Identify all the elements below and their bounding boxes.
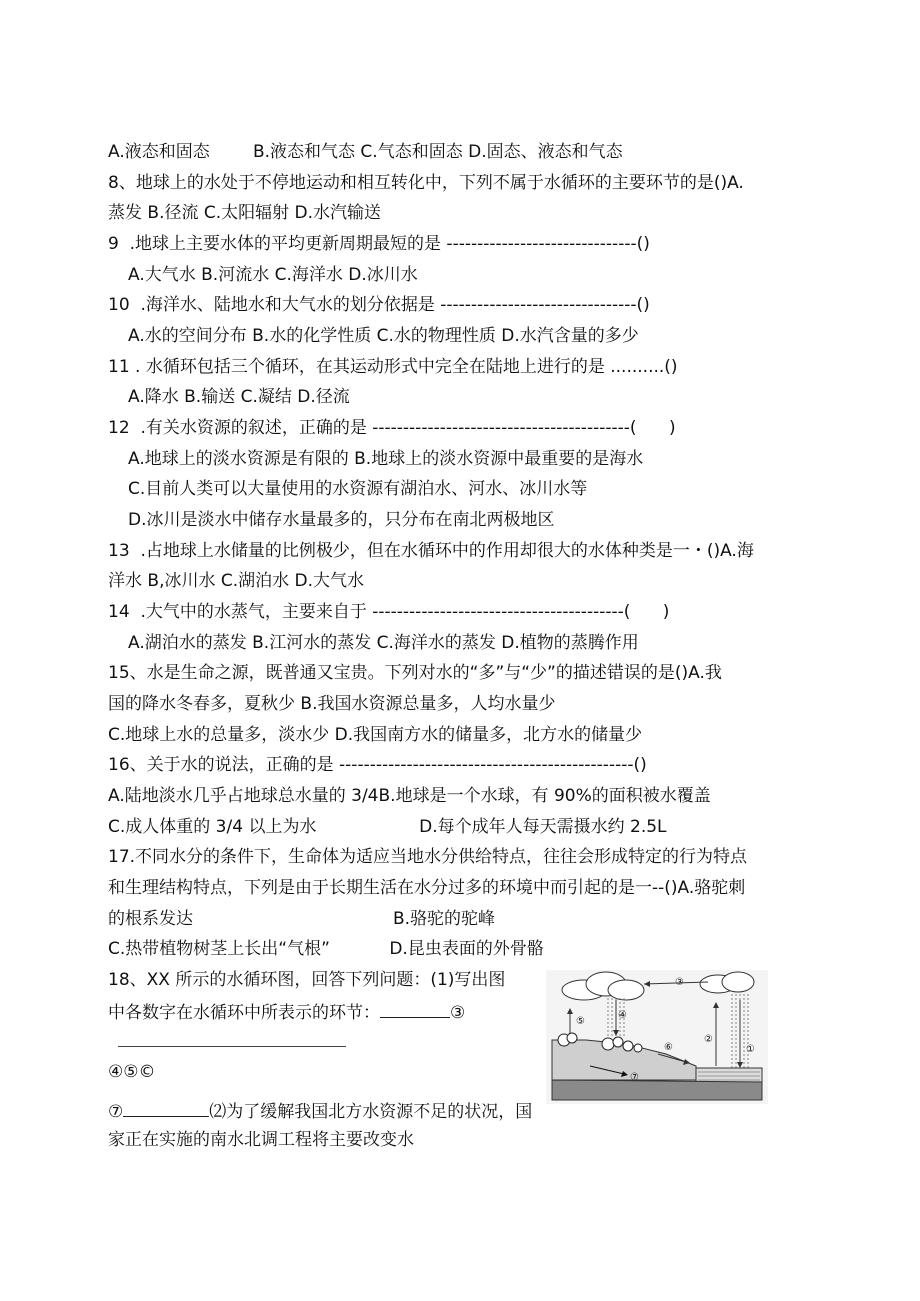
question-18-line-4 bbox=[108, 1098, 532, 1124]
question-18-line-2-text: 中各数字在水循环中所表示的环节： bbox=[108, 1003, 380, 1023]
label-3: ③ bbox=[675, 977, 684, 988]
label-2: ② bbox=[704, 1034, 713, 1045]
question-12-option-d: D.冰川是淡水中储存水量最多的，只分布在南北两极地区 bbox=[128, 510, 555, 530]
question-17-line-4: C.热带植物树茎上长出“气根” D.昆虫表面的外骨骼 bbox=[108, 939, 544, 959]
text-line-options-7: A.液态和固态 B.液态和气态 C.气态和固态 D.固态、液态和气态 bbox=[108, 142, 623, 162]
answer-rule bbox=[118, 1046, 346, 1047]
question-15-line-2: 国的降水冬春多，夏秋少 B.我国水资源总量多，人均水量少 bbox=[108, 694, 556, 714]
question-17-line-1: 17.不同水分的条件下，生命体为适应当地水分供给特点，往往会形成特定的行为特点 bbox=[108, 847, 748, 867]
question-11: 11 . 水循环包括三个循环，在其运动形式中完全在陆地上进行的是 ..........() bbox=[108, 357, 678, 377]
question-16: 16、关于水的说法，正确的是 ------------------------------------------------() bbox=[108, 755, 647, 775]
question-16-option-ab: A.陆地淡水几乎占地球总水量的 3/4B.地球是一个水球，有 90%的面积被水覆盖 bbox=[108, 786, 711, 806]
mark-7: ⑦ bbox=[108, 1102, 124, 1122]
label-1: ① bbox=[746, 1044, 755, 1055]
question-9-options: A.大气水 B.河流水 C.海洋水 D.冰川水 bbox=[128, 265, 418, 285]
question-12-option-c: C.目前人类可以大量使用的水资源有湖泊水、河水、冰川水等 bbox=[128, 479, 588, 499]
question-15-line-1: 15、水是生命之源，既普通又宝贵。下列对水的“多”与“少”的描述错误的是()A.我 bbox=[108, 663, 722, 683]
answer-blank-7[interactable] bbox=[123, 1098, 209, 1117]
label-4: ④ bbox=[618, 1010, 627, 1021]
answer-blank-3[interactable] bbox=[380, 999, 450, 1018]
mark-3: ③ bbox=[450, 1003, 466, 1023]
label-6: ⑥ bbox=[664, 1042, 673, 1053]
question-11-options: A.降水 B.输送 C.凝结 D.径流 bbox=[128, 387, 350, 407]
question-16-option-cd: C.成人体重的 3/4 以上为水 D.每个成年人每天需摄水约 2.5L bbox=[108, 817, 667, 837]
question-8-line-1: 8、地球上的水处于不停地运动和相互转化中，下列不属于水循环的主要环节的是()A. bbox=[108, 173, 744, 193]
question-12: 12 .有关水资源的叙述，正确的是 ------------------------------------------( ) bbox=[108, 418, 676, 438]
question-18-line-5: 家正在实施的南水北调工程将主要改变水 bbox=[108, 1130, 414, 1150]
question-18-line-1: 18、XX 所示的水循环图，回答下列问题：(1)写出图 bbox=[108, 970, 506, 990]
question-10-options: A.水的空间分布 B.水的化学性质 C.水的物理性质 D.水汽含量的多少 bbox=[128, 326, 639, 346]
question-12-option-ab: A.地球上的淡水资源是有限的 B.地球上的淡水资源中最重要的是海水 bbox=[128, 449, 644, 469]
question-17-line-2: 和生理结构特点，下列是由于长期生活在水分过多的环境中而引起的是一--()A.骆驼刺 bbox=[108, 878, 746, 898]
question-10: 10 .海洋水、陆地水和大气水的划分依据是 --------------------------------() bbox=[108, 295, 650, 315]
question-14-options: A.湖泊水的蒸发 B.江河水的蒸发 C.海洋水的蒸发 D.植物的蒸腾作用 bbox=[128, 633, 639, 653]
question-14: 14 .大气中的水蒸气，主要来自于 -----------------------------------------( ) bbox=[108, 602, 670, 622]
question-18-marks-4-5: ④⑤© bbox=[108, 1062, 156, 1082]
question-8-line-2: 蒸发 B.径流 C.太阳辐射 D.水汽输送 bbox=[108, 203, 382, 223]
question-17-line-3: 的根系发达 B.骆驼的驼峰 bbox=[108, 909, 496, 929]
question-18-sub-2: ⑵为了缓解我国北方水资源不足的状况，国 bbox=[209, 1102, 533, 1122]
label-7: ⑦ bbox=[630, 1072, 639, 1083]
question-13-line-1: 13 .占地球上水储量的比例极少，但在水循环中的作用却很大的水体种类是一・()A.海 bbox=[108, 541, 754, 561]
question-9: 9 .地球上主要水体的平均更新周期最短的是 -------------------------------() bbox=[108, 234, 650, 254]
question-15-line-3: C.地球上水的总量多，淡水少 D.我国南方水的储量多，北方水的储量少 bbox=[108, 725, 643, 745]
bedrock-layer bbox=[552, 1080, 762, 1100]
question-13-line-2: 洋水 B,冰川水 C.湖泊水 D.大气水 bbox=[108, 571, 365, 591]
water-cycle-diagram bbox=[546, 970, 768, 1104]
label-5: ⑤ bbox=[576, 1016, 585, 1027]
question-18-line-2 bbox=[108, 999, 465, 1025]
